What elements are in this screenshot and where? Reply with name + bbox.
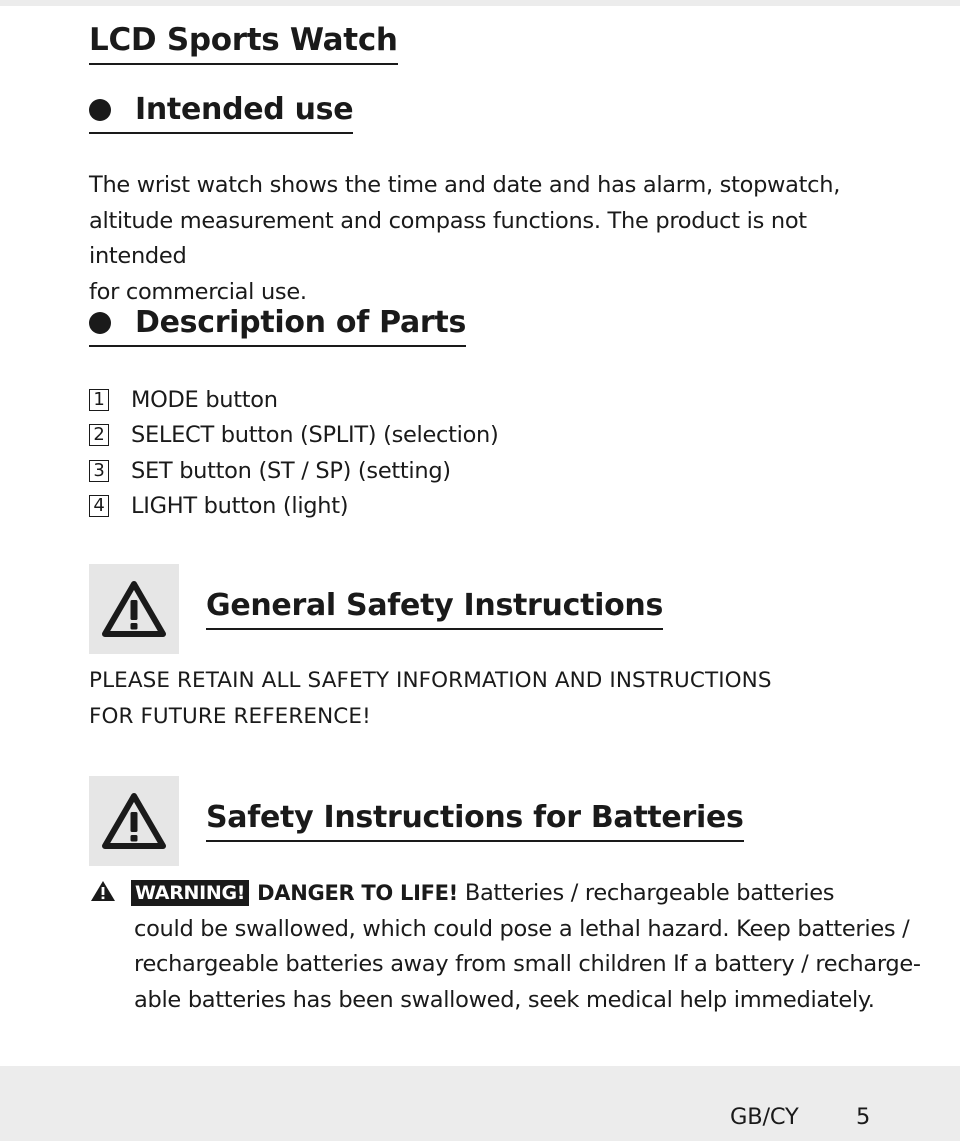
part-item bbox=[89, 418, 498, 454]
page-title: LCD Sports Watch bbox=[89, 22, 398, 65]
top-band bbox=[0, 0, 960, 6]
parts-list bbox=[89, 382, 498, 524]
warning-icon-box bbox=[89, 564, 179, 654]
text-line: Batteries / rechargeable batteries bbox=[464, 880, 835, 906]
text-line: FOR FUTURE REFERENCE! bbox=[89, 703, 371, 729]
part-number: 3 bbox=[89, 460, 109, 482]
part-item bbox=[89, 453, 498, 489]
part-item bbox=[89, 382, 498, 418]
heading-general-safety: General Safety Instructions bbox=[206, 588, 663, 630]
text-line: for commercial use. bbox=[89, 278, 307, 305]
intended-use-paragraph bbox=[89, 168, 889, 310]
part-item bbox=[89, 489, 498, 525]
part-label: SET button (ST / SP) (setting) bbox=[131, 457, 451, 484]
warning-first-line bbox=[89, 876, 889, 912]
retain-notice bbox=[89, 663, 889, 734]
part-label: SELECT button (SPLIT) (selection) bbox=[131, 422, 499, 449]
bullet-icon bbox=[89, 99, 111, 121]
part-label: LIGHT button (light) bbox=[131, 493, 349, 520]
warning-label: WARNING! bbox=[131, 880, 249, 906]
text-line: able batteries has been swallowed, seek medical help immediately. bbox=[134, 986, 875, 1013]
footer-band bbox=[0, 1066, 960, 1141]
part-number: 2 bbox=[89, 424, 109, 446]
heading-intended-use bbox=[89, 92, 353, 134]
bullet-icon bbox=[89, 312, 111, 334]
footer-language-code: GB/CY bbox=[730, 1104, 799, 1130]
warning-triangle-icon bbox=[89, 879, 117, 903]
text-line: rechargeable batteries away from small children If a battery / recharge- bbox=[134, 951, 921, 977]
heading-battery-safety: Safety Instructions for Batteries bbox=[206, 800, 744, 842]
page-number: 5 bbox=[856, 1104, 871, 1130]
battery-warning-paragraph bbox=[89, 876, 921, 1018]
part-label: MODE button bbox=[131, 386, 278, 413]
part-number: 1 bbox=[89, 389, 109, 411]
text-line: PLEASE RETAIN ALL SAFETY INFORMATION AND INSTRUCTIONS bbox=[89, 668, 772, 693]
heading-intended-use-text: Intended use bbox=[135, 92, 354, 127]
text-line: The wrist watch shows the time and date and has alarm, stopwatch, bbox=[89, 172, 841, 198]
warning-icon-box bbox=[89, 776, 179, 866]
text-line: could be swallowed, which could pose a lethal hazard. Keep batteries / bbox=[134, 915, 910, 942]
warning-triangle-icon bbox=[101, 580, 167, 638]
part-number: 4 bbox=[89, 495, 109, 517]
heading-description-of-parts-text: Description of Parts bbox=[135, 305, 467, 340]
text-line: altitude measurement and compass functions. The product is not intended bbox=[89, 207, 807, 269]
warning-triangle-icon bbox=[101, 792, 167, 850]
danger-text: DANGER TO LIFE! bbox=[257, 881, 458, 905]
heading-description-of-parts bbox=[89, 305, 466, 347]
